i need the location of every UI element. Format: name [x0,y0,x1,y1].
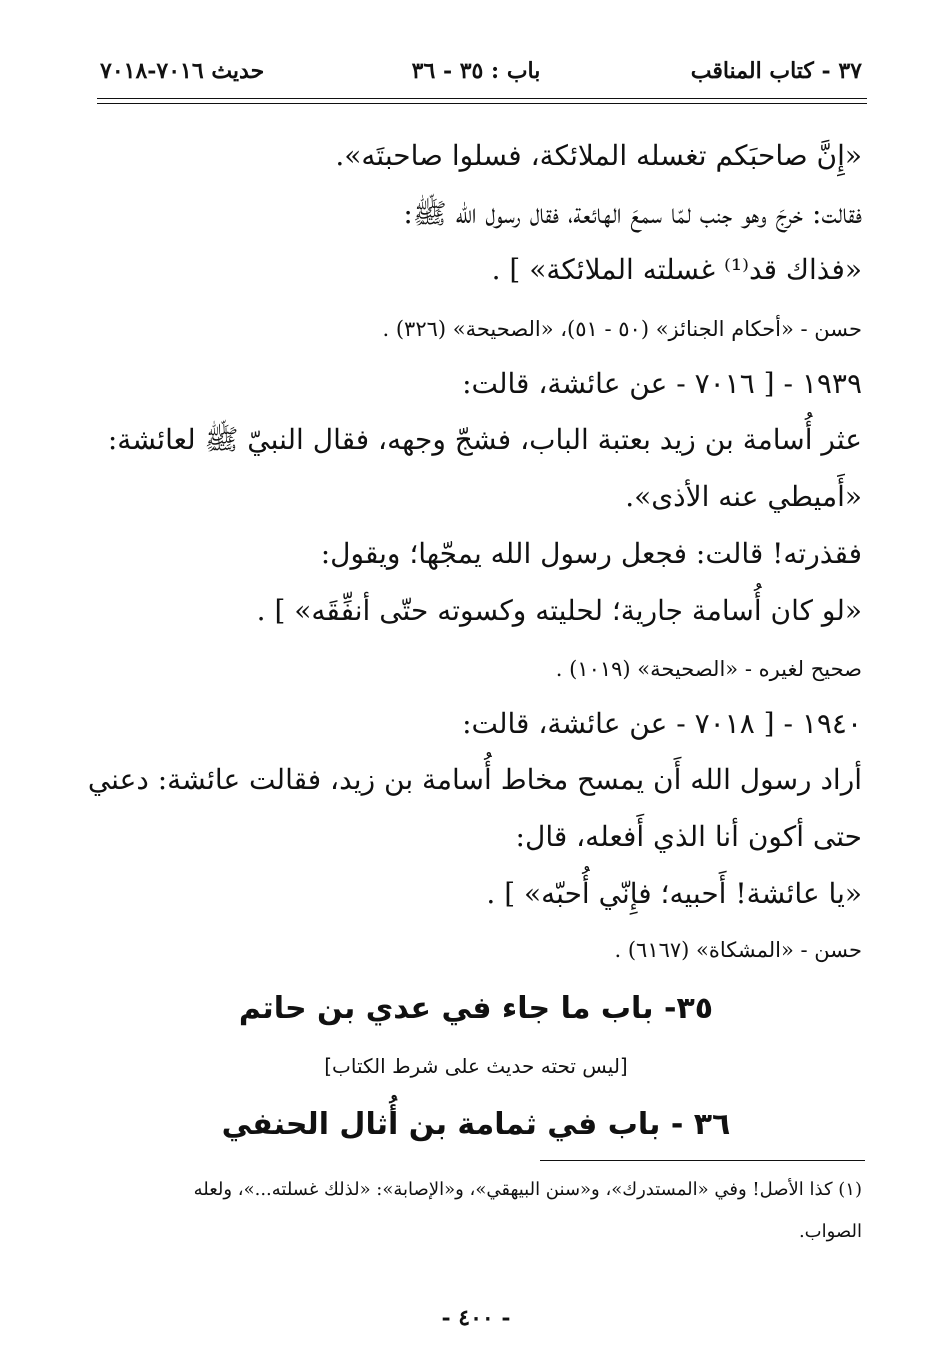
text-line: «إِنَّ صاحبَكم تغسله الملائكة، فسلوا صاحبتَه». [335,139,862,172]
hadith-number-line: ١٩٤٠ - [ ٧٠١٨ - عن عائشة، قالت: [462,707,862,740]
header-section: باب : ٣٥ - ٣٦ [411,58,541,84]
page-number: - ٤٠٠ - [441,1305,511,1331]
grading-line: حسن - «أحكام الجنائز» (٥٠ - ٥١)، «الصحيحة» (٣٢٦) . [382,317,862,341]
header-rule-top [97,98,867,99]
chapter-heading-35: ٣٥- باب ما جاء في عدي بن حاتم [238,991,714,1026]
footnote-rule [540,1160,865,1161]
text-line: فقذرته! قالت: فجعل رسول الله يمجّها؛ ويقول: [320,537,862,570]
text-line: «يا عائشة! أَحبيه؛ فإِنّي أُحبّه» ] . [486,877,862,910]
text-line: عثر أُسامة بن زيد بعتبة الباب، فشجّ وجهه، فقال النبيّ ﷺ لعائشة: [107,423,862,456]
chapter-note-35: [ليس تحته حديث على شرط الكتاب] [324,1054,628,1078]
text-line: «أَميطي عنه الأذى». [625,480,862,513]
chapter-heading-36: ٣٦ - باب في ثمامة بن أُثال الحنفي [221,1107,731,1142]
footnote-line: (١) كذا الأصل! وفي «المستدرك»، و«سنن البيهقي»، و«الإصابة»: «لذلك غسلته...»، ولعله [193,1179,862,1200]
grading-line: صحيح لغيره - «الصحيحة» (١٠١٩) . [555,657,862,681]
text-line: أراد رسول الله أَن يمسح مخاط أُسامة بن زيد، فقالت عائشة: دعني [87,763,862,796]
text-line: حتى أكون أنا الذي أَفعله، قال: [515,820,862,853]
hadith-number-line: ١٩٣٩ - [ ٧٠١٦ - عن عائشة، قالت: [462,367,862,400]
header-rule-bottom [97,103,867,104]
header-chapter: ٣٧ - كتاب المناقب [690,58,862,84]
text-line: فقالت: خرجَ وهو جنب لمّا سمعَ الهائعة، فقال رسول الله ﷺ: [403,197,862,230]
text-line: «فذاك قد⁽¹⁾ غسلته الملائكة» ] . [491,253,862,286]
footnote-line: الصواب. [798,1221,862,1242]
header-hadith-range: حديث ٧٠١٦-٧٠١٨ [100,58,265,84]
grading-line: حسن - «المشكاة» (٦١٦٧) . [614,938,862,962]
text-line: «لو كان أُسامة جارية؛ لحليته وكسوته حتّى أنفِّقَه» ] . [256,594,862,627]
